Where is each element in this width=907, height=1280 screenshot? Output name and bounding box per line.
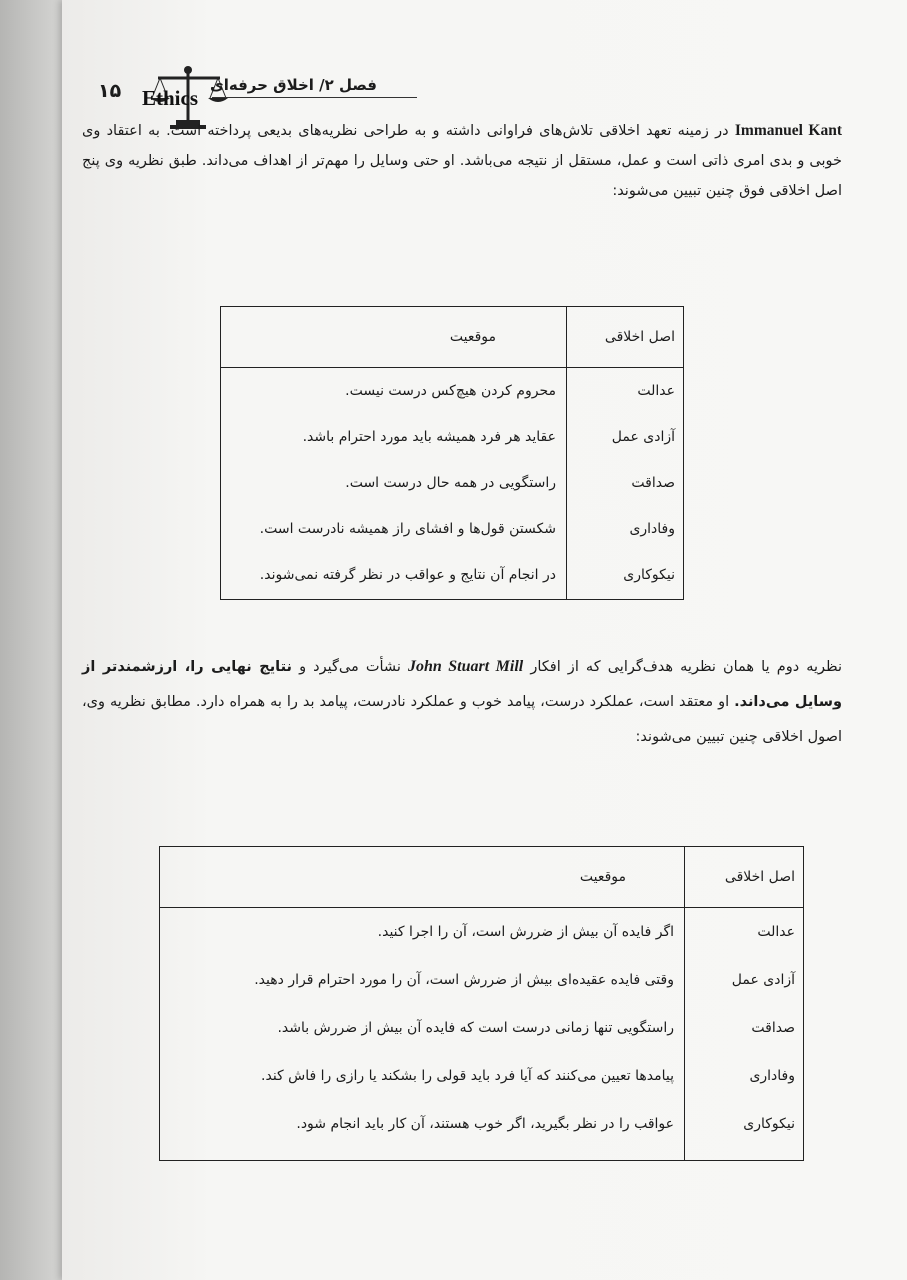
principles-column bbox=[567, 368, 684, 600]
chapter-title: فصل ۲/ اخلاق حرفه‌ای bbox=[210, 76, 377, 94]
principle-cell: نیکوکاری bbox=[623, 567, 675, 583]
paragraph-mill-bold: نتایج نهایی را، ارزشمندتر از وسایل می‌داند. bbox=[82, 659, 843, 710]
table-header-row bbox=[160, 847, 804, 908]
page-header bbox=[62, 0, 907, 130]
mill-principles-table bbox=[159, 846, 804, 1161]
page-number: ۱۵ bbox=[98, 80, 122, 102]
principle-cell: صداقت bbox=[751, 1020, 795, 1036]
table-header-row bbox=[221, 307, 684, 368]
position-cell: پیامدها تعیین می‌کنند که آیا فرد باید قولی را بشکند یا رازی را فاش کند. bbox=[261, 1068, 674, 1084]
principle-cell: آزادی عمل bbox=[731, 972, 795, 988]
principle-cell: عدالت bbox=[757, 924, 795, 940]
position-cell: عواقب را در نظر بگیرید، اگر خوب هستند، آن کار باید انجام شود. bbox=[296, 1116, 674, 1132]
book-page bbox=[62, 0, 907, 1280]
position-cell: اگر فایده آن بیش از ضررش است، آن را اجرا کنید. bbox=[377, 924, 674, 940]
position-cell: شکستن قول‌ها و افشای راز همیشه نادرست است. bbox=[259, 521, 556, 537]
kant-principles-table bbox=[220, 306, 684, 600]
name-mill: John Stuart Mill bbox=[407, 658, 524, 675]
principle-cell: صداقت bbox=[631, 475, 675, 491]
principle-cell: وفاداری bbox=[629, 521, 675, 537]
position-cell: راستگویی در همه حال درست است. bbox=[345, 475, 556, 491]
header-position: موقعیت bbox=[221, 307, 567, 368]
principle-cell: نیکوکاری bbox=[743, 1116, 795, 1132]
position-cell: وقتی فایده عقیده‌ای بیش از ضررش است، آن را مورد احترام قرار دهید. bbox=[254, 972, 674, 988]
positions-column bbox=[221, 368, 567, 600]
position-cell: محروم کردن هیچ‌کس درست نیست. bbox=[345, 383, 556, 399]
paragraph-mill-text-3: او معتقد است، عملکرد درست، پیامد خوب و عملکرد نادرست، پیامد بد را به همراه دارد. مطابق نظریه وی، اصول اخلاقی چنین تبیین می‌شوند: bbox=[82, 694, 842, 745]
table-body-row bbox=[160, 908, 804, 1161]
paragraph-kant-text: در زمینه تعهد اخلاقی تلاش‌های فراوانی داشته و به طراحی نظریه‌های بدیعی پرداخته است. به اعتقاد وی خوبی و بدی امری ذاتی است و عمل، مستقل از نتیجه می‌باشد. او حتی وسایل را مهم‌تر از اهداف می‌داند. طبق نظریه وی پنج اصل اخلاقی فوق چنین تبیین می‌شوند: bbox=[82, 123, 842, 199]
header-rule bbox=[212, 97, 417, 98]
principles-column bbox=[685, 908, 804, 1161]
position-cell: در انجام آن نتایج و عواقب در نظر گرفته نمی‌شوند. bbox=[259, 567, 556, 583]
paragraph-mill-text-1: نظریه دوم یا همان نظریه هدف‌گرایی که از افکار bbox=[523, 659, 842, 675]
paragraph-mill-text-2: نشأت می‌گیرد و bbox=[291, 659, 408, 675]
header-principle: اصل اخلاقی bbox=[567, 307, 684, 368]
principle-cell: وفاداری bbox=[749, 1068, 795, 1084]
position-cell: عقاید هر فرد همیشه باید مورد احترام باشد. bbox=[302, 429, 556, 445]
header-position: موقعیت bbox=[160, 847, 685, 908]
positions-column bbox=[160, 908, 685, 1161]
principle-cell: آزادی عمل bbox=[611, 429, 675, 445]
name-kant: Immanuel Kant bbox=[734, 122, 842, 139]
position-cell: راستگویی تنها زمانی درست است که فایده آن بیش از ضررش باشد. bbox=[277, 1020, 674, 1036]
logo-text: Ethics bbox=[142, 86, 199, 110]
header-principle: اصل اخلاقی bbox=[685, 847, 804, 908]
paragraph-kant bbox=[82, 116, 842, 206]
paragraph-mill bbox=[82, 649, 842, 755]
principle-cell: عدالت bbox=[637, 383, 675, 399]
table-body-row bbox=[221, 368, 684, 600]
